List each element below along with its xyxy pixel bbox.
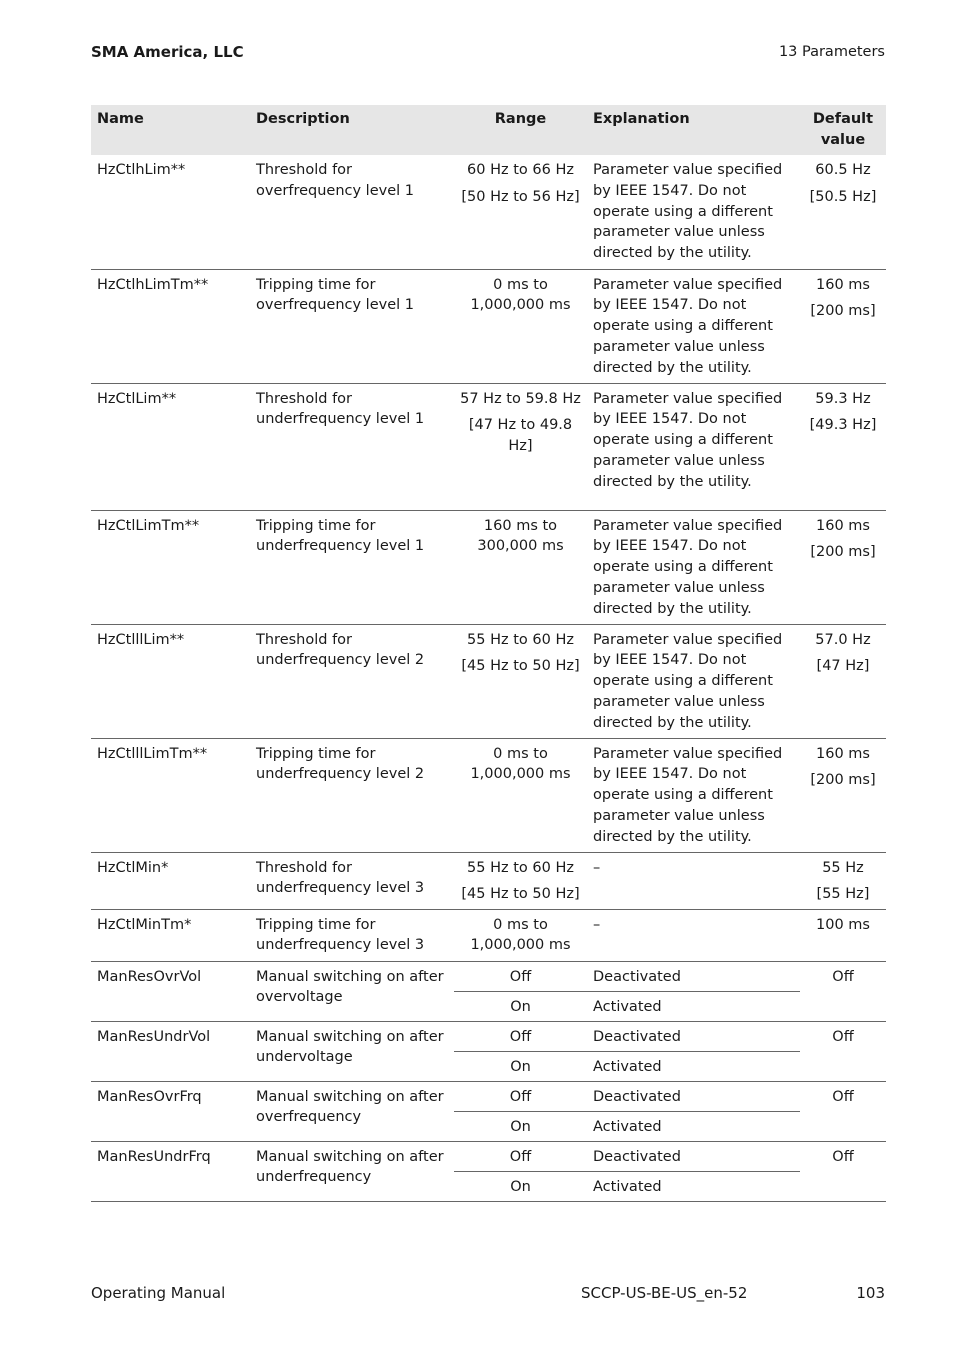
range-line: 160 ms to 300,000 ms xyxy=(477,517,564,555)
param-explanation: Parameter value specified by IEEE 1547. Do not operate using a different parameter value unless directed by the utility. xyxy=(587,383,800,510)
range-line: [50 Hz to 56 Hz] xyxy=(461,188,580,205)
option-range: On xyxy=(454,991,587,1021)
table-row xyxy=(91,510,886,624)
table-row xyxy=(91,269,886,383)
param-description: Tripping time for overfrequency level 1 xyxy=(250,269,454,383)
param-description: Threshold for overfrequency level 1 xyxy=(250,155,454,269)
param-description: Manual switching on after overvoltage xyxy=(250,961,454,1021)
table-row xyxy=(91,624,886,738)
param-range xyxy=(454,269,587,383)
range-line: [47 Hz to 49.8 Hz] xyxy=(468,417,573,455)
param-description: Tripping time for underfrequency level 1 xyxy=(250,510,454,624)
param-name: HzCtlhLimTm** xyxy=(91,269,250,383)
param-name: HzCtlMinTm* xyxy=(91,909,250,961)
param-name: HzCtlLimTm** xyxy=(91,510,250,624)
param-default xyxy=(800,909,886,961)
option-range: Off xyxy=(454,1141,587,1171)
range-line: [45 Hz to 50 Hz] xyxy=(461,886,580,903)
param-range xyxy=(454,738,587,852)
default-line: [50.5 Hz] xyxy=(809,188,877,205)
footer-doc-id: SCCP-US-BE-US_en-52 xyxy=(581,1284,748,1302)
table-header-row xyxy=(91,105,886,155)
param-name: HzCtlLim** xyxy=(91,383,250,510)
param-explanation: Parameter value specified by IEEE 1547. Do not operate using a different parameter value unless directed by the utility. xyxy=(587,738,800,852)
param-description: Tripping time for underfrequency level 2 xyxy=(250,738,454,852)
param-default xyxy=(800,155,886,269)
default-line: 55 Hz xyxy=(822,859,864,876)
option-range: Off xyxy=(454,961,587,991)
param-explanation: – xyxy=(587,909,800,961)
header-company: SMA America, LLC xyxy=(91,43,244,61)
param-default xyxy=(800,510,886,624)
default-line: 57.0 Hz xyxy=(815,631,871,648)
option-explanation: Deactivated xyxy=(587,1081,800,1111)
option-explanation: Activated xyxy=(587,1171,800,1201)
option-explanation: Activated xyxy=(587,1051,800,1081)
param-default xyxy=(800,269,886,383)
range-line: 0 ms to 1,000,000 ms xyxy=(470,276,571,314)
default-line: 160 ms xyxy=(816,745,870,762)
param-description: Threshold for underfrequency level 2 xyxy=(250,624,454,738)
param-range xyxy=(454,852,587,909)
table-row xyxy=(91,852,886,909)
param-name: ManResUndrFrq xyxy=(91,1141,250,1201)
param-explanation: Parameter value specified by IEEE 1547. Do not operate using a different parameter value unless directed by the utility. xyxy=(587,155,800,269)
param-default xyxy=(800,738,886,852)
footer-page-number: 103 xyxy=(856,1284,885,1302)
parameters-table xyxy=(91,105,886,1202)
param-name: HzCtlhLim** xyxy=(91,155,250,269)
table-row xyxy=(91,1021,886,1051)
param-default xyxy=(800,624,886,738)
option-explanation: Deactivated xyxy=(587,1021,800,1051)
option-range: Off xyxy=(454,1021,587,1051)
param-name: ManResOvrFrq xyxy=(91,1081,250,1141)
param-default: Off xyxy=(800,1081,886,1141)
column-header-name: Name xyxy=(91,105,250,155)
footer-manual: Operating Manual xyxy=(91,1284,226,1302)
range-line: 57 Hz to 59.8 Hz xyxy=(460,390,581,407)
param-range xyxy=(454,383,587,510)
param-name: HzCtlllLimTm** xyxy=(91,738,250,852)
param-name: ManResUndrVol xyxy=(91,1021,250,1081)
option-range: Off xyxy=(454,1081,587,1111)
default-line: [200 ms] xyxy=(810,303,876,320)
param-range xyxy=(454,155,587,269)
default-line: 160 ms xyxy=(816,276,870,293)
param-default: Off xyxy=(800,1021,886,1081)
param-description: Manual switching on after undervoltage xyxy=(250,1021,454,1081)
table-row xyxy=(91,1141,886,1171)
param-default: Off xyxy=(800,1141,886,1201)
param-name: ManResOvrVol xyxy=(91,961,250,1021)
table-row xyxy=(91,961,886,991)
default-line: [49.3 Hz] xyxy=(809,417,877,434)
param-description: Manual switching on after underfrequency xyxy=(250,1141,454,1201)
param-default xyxy=(800,383,886,510)
table-row xyxy=(91,155,886,269)
table-row xyxy=(91,909,886,961)
header-section: 13 Parameters xyxy=(778,44,885,60)
default-line: 59.3 Hz xyxy=(815,390,871,407)
param-description: Threshold for underfrequency level 3 xyxy=(250,852,454,909)
param-range xyxy=(454,624,587,738)
param-explanation: Parameter value specified by IEEE 1547. Do not operate using a different parameter value unless directed by the utility. xyxy=(587,269,800,383)
option-explanation: Deactivated xyxy=(587,961,800,991)
param-default: Off xyxy=(800,961,886,1021)
param-explanation: Parameter value specified by IEEE 1547. Do not operate using a different parameter value unless directed by the utility. xyxy=(587,510,800,624)
default-line: 100 ms xyxy=(816,916,870,933)
param-default xyxy=(800,852,886,909)
default-line: 60.5 Hz xyxy=(815,162,871,178)
param-range xyxy=(454,909,587,961)
range-line: [45 Hz to 50 Hz] xyxy=(461,658,580,675)
range-line: 0 ms to 1,000,000 ms xyxy=(470,745,571,783)
param-explanation: – xyxy=(587,852,800,909)
param-name: HzCtlllLim** xyxy=(91,624,250,738)
param-name: HzCtlMin* xyxy=(91,852,250,909)
table-row xyxy=(91,1081,886,1111)
range-line: 55 Hz to 60 Hz xyxy=(467,631,574,648)
param-range xyxy=(454,510,587,624)
default-line: [55 Hz] xyxy=(816,886,870,903)
option-explanation: Deactivated xyxy=(587,1141,800,1171)
default-line: [200 ms] xyxy=(810,544,876,561)
param-description: Threshold for underfrequency level 1 xyxy=(250,383,454,510)
range-line: 55 Hz to 60 Hz xyxy=(467,859,574,876)
default-line: [47 Hz] xyxy=(816,658,870,675)
option-explanation: Activated xyxy=(587,991,800,1021)
column-header-range: Range xyxy=(454,105,587,155)
column-header-explanation: Explanation xyxy=(587,105,800,155)
option-range: On xyxy=(454,1171,587,1201)
option-range: On xyxy=(454,1051,587,1081)
param-explanation: Parameter value specified by IEEE 1547. Do not operate using a different parameter value unless directed by the utility. xyxy=(587,624,800,738)
param-description: Tripping time for underfrequency level 3 xyxy=(250,909,454,961)
default-line: [200 ms] xyxy=(810,772,876,789)
param-description: Manual switching on after overfrequency xyxy=(250,1081,454,1141)
range-line: 0 ms to 1,000,000 ms xyxy=(470,916,571,954)
option-explanation: Activated xyxy=(587,1111,800,1141)
column-header-description: Description xyxy=(250,105,454,155)
option-range: On xyxy=(454,1111,587,1141)
column-header-default: Default value xyxy=(800,105,886,155)
default-line: 160 ms xyxy=(816,517,870,534)
table-row xyxy=(91,383,886,510)
range-line: 60 Hz to 66 Hz xyxy=(467,162,574,178)
table-row xyxy=(91,738,886,852)
